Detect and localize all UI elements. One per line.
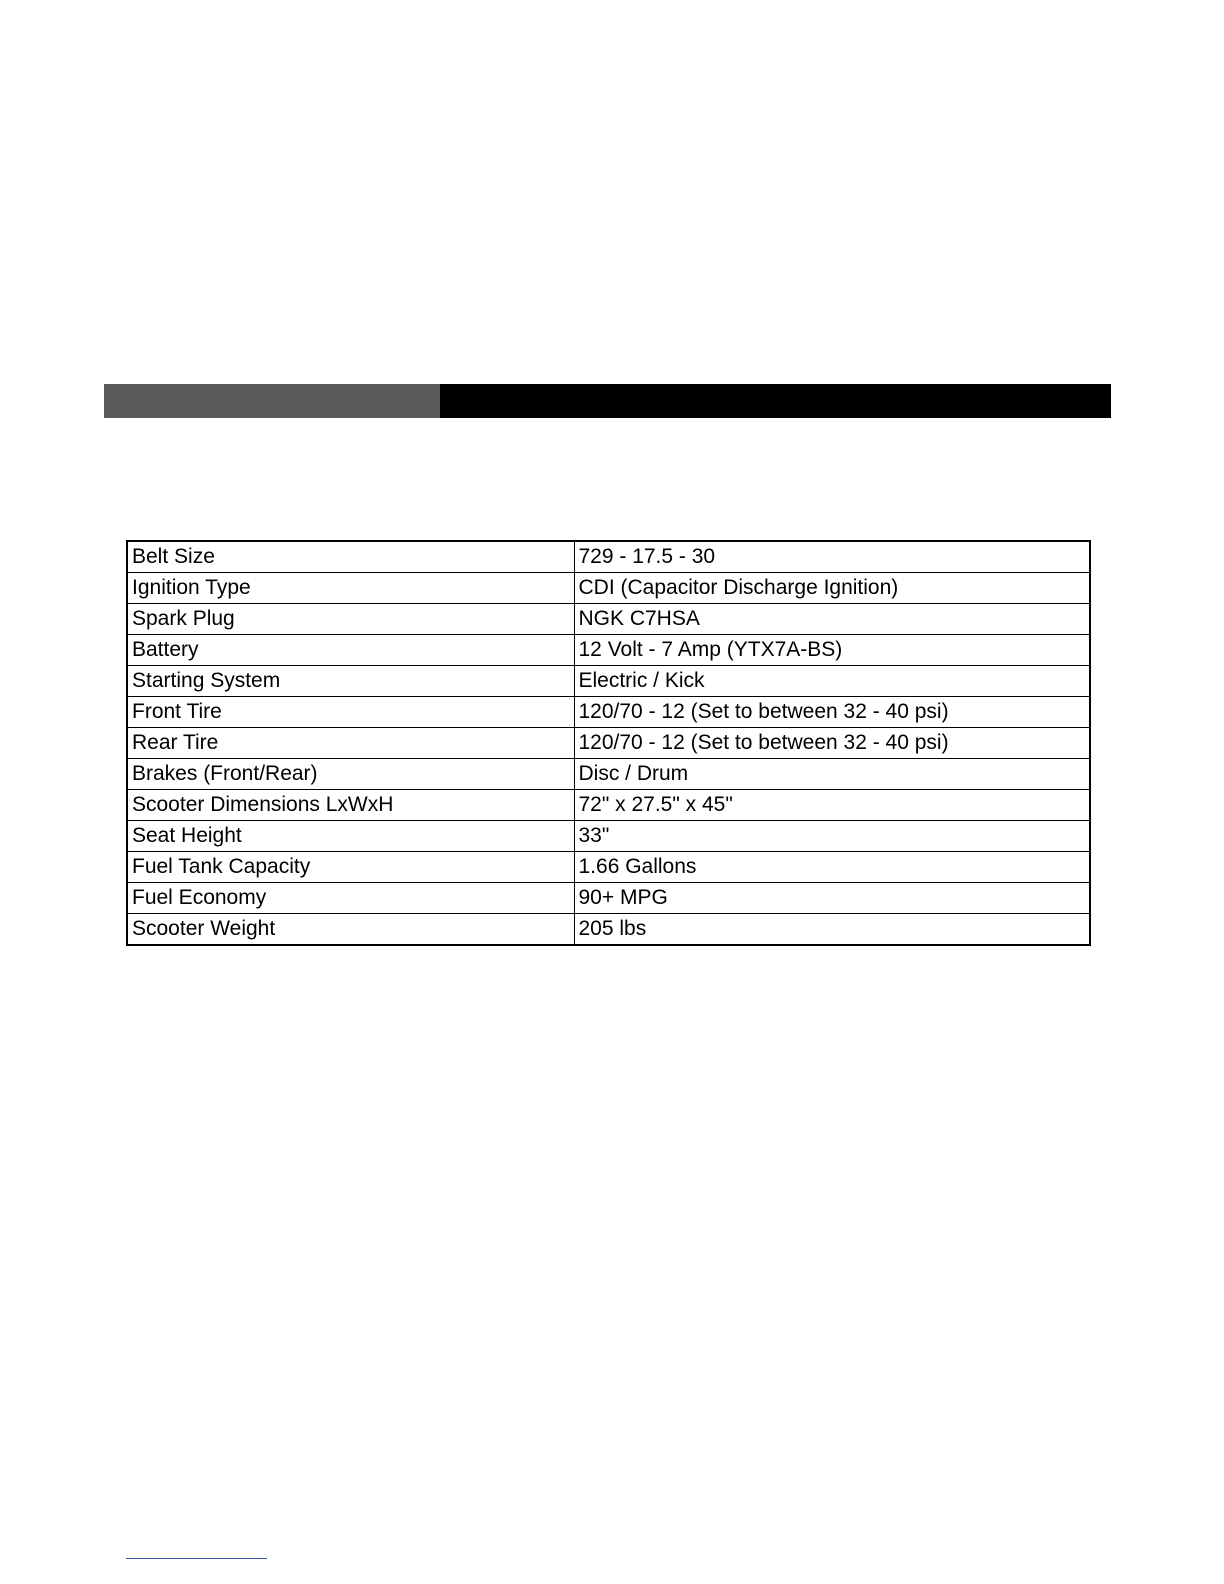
spec-label: Scooter Weight [127,914,574,946]
spec-value: 1.66 Gallons [574,852,1090,883]
spec-value: 33" [574,821,1090,852]
footnote-separator-rule [126,1558,267,1559]
section-header-bar [104,384,1111,418]
table-row [127,697,1090,728]
table-row [127,790,1090,821]
spec-value: NGK C7HSA [574,604,1090,635]
table-row [127,666,1090,697]
spec-label: Fuel Economy [127,883,574,914]
table-row [127,883,1090,914]
spec-value: 120/70 - 12 (Set to between 32 - 40 psi) [574,697,1090,728]
spec-value: CDI (Capacitor Discharge Ignition) [574,573,1090,604]
spec-label: Scooter Dimensions LxWxH [127,790,574,821]
spec-label: Ignition Type [127,573,574,604]
table-row [127,604,1090,635]
spec-value: 120/70 - 12 (Set to between 32 - 40 psi) [574,728,1090,759]
table-row [127,635,1090,666]
table-row [127,821,1090,852]
spec-value: Electric / Kick [574,666,1090,697]
spec-label: Rear Tire [127,728,574,759]
table-row [127,728,1090,759]
table-row [127,759,1090,790]
spec-value: 729 - 17.5 - 30 [574,541,1090,573]
specifications-table [126,540,1091,946]
spec-label: Brakes (Front/Rear) [127,759,574,790]
section-header-bar-black-segment [440,384,1111,418]
spec-label: Belt Size [127,541,574,573]
table-row [127,852,1090,883]
spec-label: Seat Height [127,821,574,852]
spec-value: 72" x 27.5" x 45" [574,790,1090,821]
table-row [127,914,1090,946]
spec-value: 90+ MPG [574,883,1090,914]
spec-value: 205 lbs [574,914,1090,946]
section-header-bar-gray-segment [104,384,440,418]
spec-label: Starting System [127,666,574,697]
spec-label: Front Tire [127,697,574,728]
spec-label: Spark Plug [127,604,574,635]
spec-label: Battery [127,635,574,666]
spec-value: 12 Volt - 7 Amp (YTX7A-BS) [574,635,1090,666]
table-row [127,573,1090,604]
spec-label: Fuel Tank Capacity [127,852,574,883]
spec-value: Disc / Drum [574,759,1090,790]
table-row [127,541,1090,573]
